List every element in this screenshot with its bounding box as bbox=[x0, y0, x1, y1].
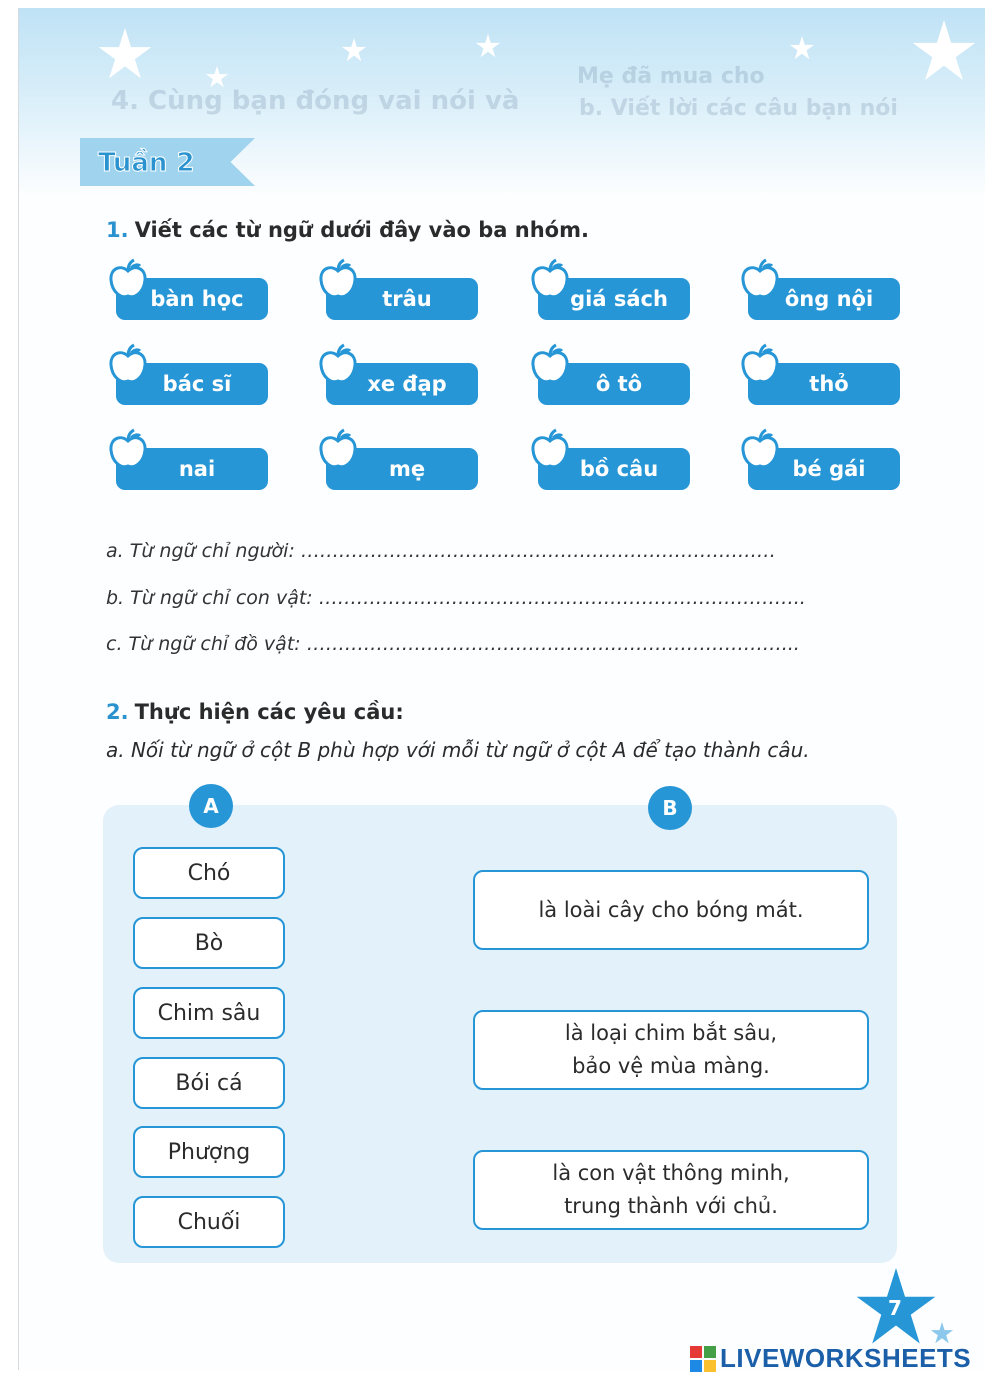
column-a-item[interactable]: Chuối bbox=[133, 1196, 285, 1248]
apple-icon bbox=[530, 343, 570, 387]
column-b-text-line2: bảo vệ mùa màng. bbox=[572, 1054, 770, 1078]
q1-title-text: Viết các từ ngữ dưới đây vào ba nhóm. bbox=[134, 218, 589, 242]
column-a-item[interactable]: Bói cá bbox=[133, 1057, 285, 1109]
apple-icon bbox=[318, 258, 358, 302]
apple-icon bbox=[530, 258, 570, 302]
word-chip-label: bàn học bbox=[150, 287, 244, 311]
apple-icon bbox=[740, 343, 780, 387]
apple-icon bbox=[740, 258, 780, 302]
apple-icon bbox=[318, 428, 358, 472]
answer-line-people[interactable] bbox=[106, 540, 901, 562]
column-a-item[interactable]: Chó bbox=[133, 847, 285, 899]
word-chip[interactable] bbox=[530, 258, 690, 320]
word-chip[interactable] bbox=[318, 343, 478, 405]
answer-line-dots: …………………………………………………………………... bbox=[306, 633, 800, 655]
apple-icon bbox=[108, 428, 148, 472]
word-chip[interactable] bbox=[740, 428, 900, 490]
q2-title bbox=[106, 700, 404, 724]
column-a-label: A bbox=[189, 784, 233, 828]
word-chip[interactable] bbox=[108, 258, 268, 320]
q2-subtitle: a. Nối từ ngữ ở cột B phù hợp với mỗi từ ngữ ở cột A để tạo thành câu. bbox=[106, 738, 810, 762]
word-chip[interactable] bbox=[740, 343, 900, 405]
apple-icon bbox=[108, 343, 148, 387]
column-b-text-line1: là loài cây cho bóng mát. bbox=[538, 897, 804, 922]
column-a-item[interactable]: Bò bbox=[133, 917, 285, 969]
apple-icon bbox=[740, 428, 780, 472]
word-chip[interactable] bbox=[530, 343, 690, 405]
liveworksheets-logo-icon bbox=[690, 1346, 716, 1372]
answer-line-objects[interactable] bbox=[106, 633, 901, 655]
word-chip-label: ông nội bbox=[784, 287, 874, 311]
liveworksheets-watermark bbox=[690, 1343, 971, 1374]
column-b-label: B bbox=[648, 786, 692, 830]
word-chip-label: xe đạp bbox=[367, 372, 447, 396]
q2-number: 2. bbox=[106, 700, 129, 724]
word-chip-label: ô tô bbox=[595, 372, 643, 396]
answer-line-label: c. Từ ngữ chỉ đồ vật: bbox=[106, 633, 301, 655]
word-chip[interactable] bbox=[318, 258, 478, 320]
answer-line-dots: ………………………………………………………………… bbox=[300, 540, 776, 562]
answer-line-label: b. Từ ngữ chỉ con vật: bbox=[106, 587, 313, 609]
answer-line-label: a. Từ ngữ chỉ người: bbox=[106, 540, 295, 562]
word-chip[interactable] bbox=[530, 428, 690, 490]
q2-title-text: Thực hiện các yêu cầu: bbox=[134, 700, 404, 724]
word-chip-label: giá sách bbox=[570, 287, 668, 311]
word-chip-label: bồ câu bbox=[579, 457, 659, 481]
column-a-item[interactable]: Phượng bbox=[133, 1126, 285, 1178]
apple-icon bbox=[318, 343, 358, 387]
word-chip-label: nai bbox=[178, 457, 216, 481]
column-b-item[interactable] bbox=[473, 1010, 869, 1090]
answer-line-dots: ………………………………………………………………….. bbox=[318, 587, 806, 609]
column-b-text-line1: là loại chim bắt sâu, bbox=[564, 1021, 778, 1046]
column-b-item[interactable] bbox=[473, 870, 869, 950]
ghost-text-right-2: b. Viết lời các câu bạn nói bbox=[579, 96, 898, 121]
word-chip-label: trâu bbox=[382, 287, 432, 311]
answer-line-animals[interactable] bbox=[106, 587, 901, 609]
word-chip-label: thỏ bbox=[809, 372, 849, 396]
word-chip[interactable] bbox=[108, 428, 268, 490]
word-chip[interactable] bbox=[740, 258, 900, 320]
column-b-text-line1: là con vật thông minh, bbox=[552, 1161, 790, 1186]
apple-icon bbox=[530, 428, 570, 472]
watermark-text: LIVEWORKSHEETS bbox=[720, 1343, 972, 1373]
apple-icon bbox=[108, 258, 148, 302]
column-b-text-line2: trung thành với chủ. bbox=[564, 1194, 778, 1218]
star-icon bbox=[341, 38, 367, 62]
star-icon bbox=[911, 20, 977, 82]
star-icon bbox=[97, 28, 153, 80]
word-chip-label: bác sĩ bbox=[162, 372, 232, 396]
small-star-icon bbox=[930, 1322, 954, 1344]
star-icon bbox=[475, 34, 501, 58]
column-b-item[interactable] bbox=[473, 1150, 869, 1230]
word-chip[interactable] bbox=[318, 428, 478, 490]
word-chip[interactable] bbox=[108, 343, 268, 405]
week-title: Tuần 2 bbox=[98, 148, 195, 178]
ghost-text-right-1: Mẹ đã mua cho bbox=[577, 64, 765, 89]
q1-title bbox=[106, 218, 589, 242]
q1-number: 1. bbox=[106, 218, 129, 242]
star-icon bbox=[789, 36, 815, 60]
column-a-item[interactable]: Chim sâu bbox=[133, 987, 285, 1039]
word-chip-label: bé gái bbox=[792, 457, 866, 481]
ghost-text-left: 4. Cùng bạn đóng vai nói và bbox=[111, 86, 520, 116]
page-number: 7 bbox=[888, 1296, 902, 1320]
star-icon bbox=[205, 66, 229, 88]
word-chip-label: mẹ bbox=[388, 457, 426, 481]
